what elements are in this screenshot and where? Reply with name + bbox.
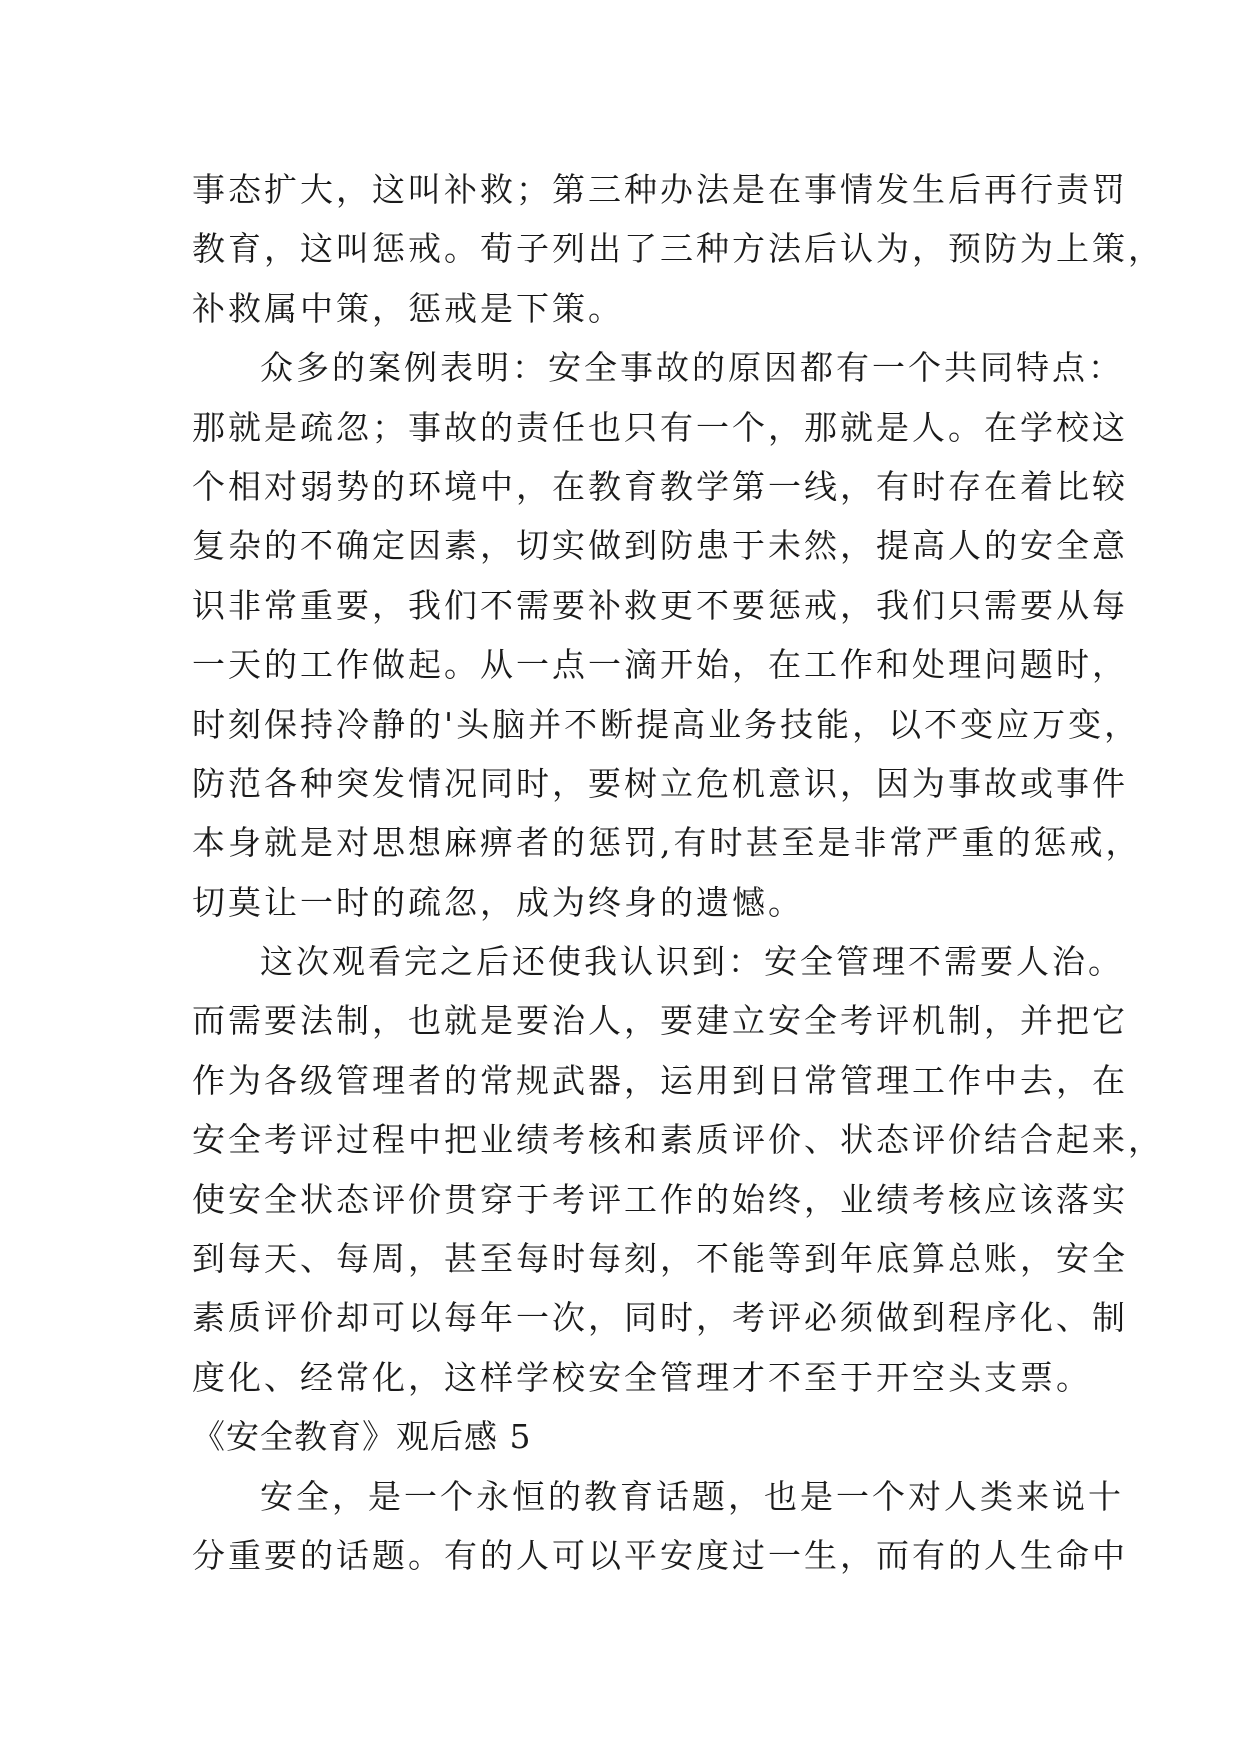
text-line: 到每天、每周，甚至每时每刻，不能等到年底算总账，安全	[192, 1239, 1128, 1279]
text-line: 事态扩大，这叫补救；第三种办法是在事情发生后再行责罚	[192, 170, 1128, 209]
text-line: 度化、经常化，这样学校安全管理才不至于开空头支票。	[192, 1357, 1092, 1397]
text-line: 切莫让一时的疏忽，成为终身的遗憾。	[192, 882, 804, 922]
section-heading: 《安全教育》观后感 5	[192, 1417, 532, 1457]
text-line: 一天的工作做起。从一点一滴开始，在工作和处理问题时，	[192, 645, 1128, 685]
text-line: 复杂的不确定因素，切实做到防患于未然，提高人的安全意	[192, 526, 1128, 566]
text-line: 众多的案例表明：安全事故的原因都有一个共同特点：	[260, 348, 1124, 388]
text-line: 识非常重要，我们不需要补救更不要惩戒，我们只需要从每	[192, 585, 1128, 625]
text-line: 本身就是对思想麻痹者的惩罚,有时甚至是非常严重的惩戒，	[192, 823, 1142, 863]
text-line: 安全，是一个永恒的教育话题，也是一个对人类来说十	[260, 1476, 1124, 1516]
text-line: 而需要法制，也就是要治人，要建立安全考评机制，并把它	[192, 1001, 1128, 1041]
text-line: 素质评价却可以每年一次，同时，考评必须做到程序化、制	[192, 1298, 1128, 1338]
text-line: 时刻保持冷静的'头脑并不断提高业务技能，以不变应万变，	[192, 704, 1141, 744]
text-line: 作为各级管理者的常规武器，运用到日常管理工作中去，在	[192, 1060, 1128, 1100]
text-line: 教育，这叫惩戒。荀子列出了三种方法后认为，预防为上策，	[192, 229, 1164, 269]
text-line: 那就是疏忽；事故的责任也只有一个，那就是人。在学校这	[192, 407, 1128, 447]
text-line: 这次观看完之后还使我认识到：安全管理不需要人治。	[260, 942, 1124, 982]
document-body	[192, 160, 1164, 1585]
text-line: 使安全状态评价贯穿于考评工作的始终，业绩考核应该落实	[192, 1179, 1128, 1219]
text-line: 防范各种突发情况同时，要树立危机意识，因为事故或事件	[192, 763, 1128, 803]
text-line: 安全考评过程中把业绩考核和素质评价、状态评价结合起来，	[192, 1120, 1164, 1160]
text-line: 补救属中策，惩戒是下策。	[192, 288, 624, 328]
text-line: 分重要的话题。有的人可以平安度过一生，而有的人生命中	[192, 1535, 1128, 1575]
text-line: 个相对弱势的环境中，在教育教学第一线，有时存在着比较	[192, 466, 1128, 506]
